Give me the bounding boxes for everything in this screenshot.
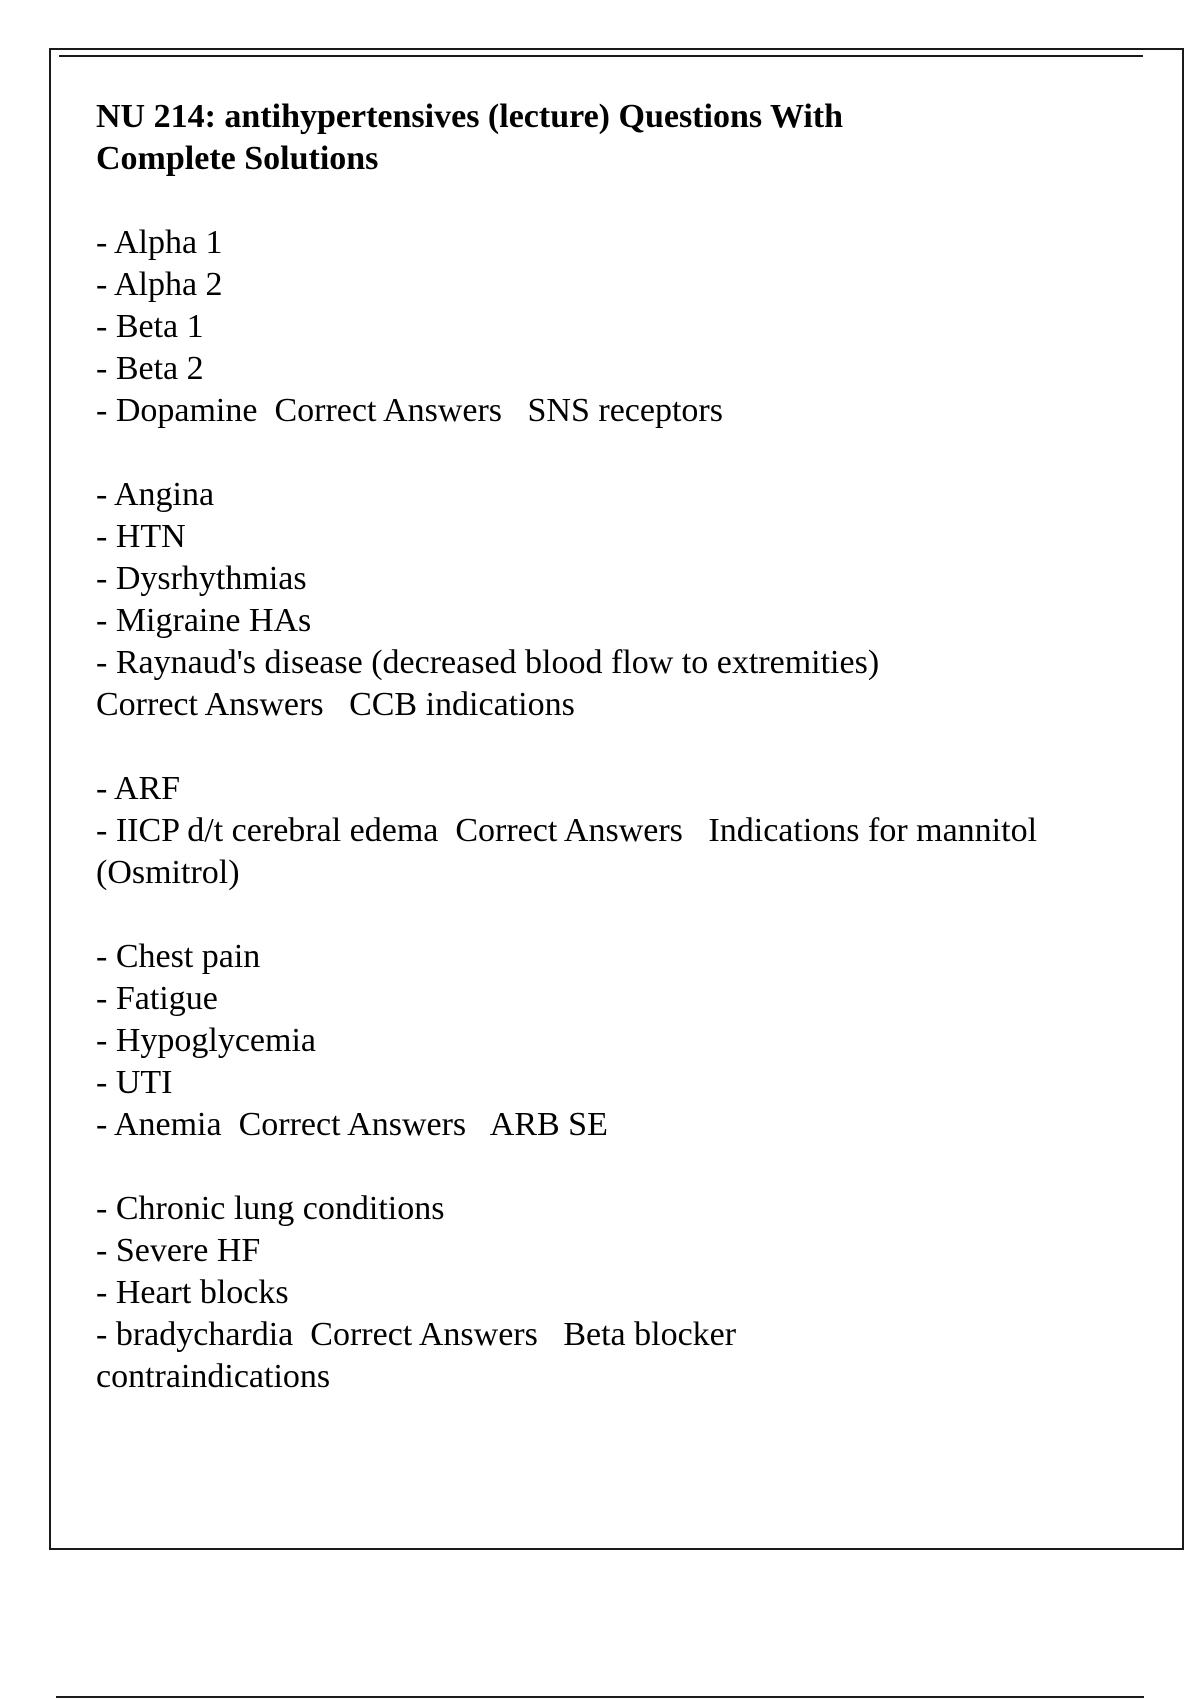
answer-text: SNS receptors <box>527 392 723 429</box>
question-text: - IICP d/t cerebral edema <box>96 812 439 849</box>
document-content <box>96 96 1076 1398</box>
question-line: - HTN <box>96 518 186 555</box>
question-line: - Raynaud's disease (decreased blood flow to extremities) <box>96 644 880 681</box>
qa-item-ccb-indications <box>96 474 1076 726</box>
answer-separator: Correct Answers <box>238 1106 467 1143</box>
qa-item-beta-blocker-contraindications <box>96 1188 1076 1398</box>
question-line: - Severe HF <box>96 1232 261 1269</box>
question-line: - Hypoglycemia <box>96 1022 316 1059</box>
question-text: - Dopamine <box>96 392 258 429</box>
question-line: - Beta 2 <box>96 350 204 387</box>
top-rule <box>59 55 1143 57</box>
question-line: - Migraine HAs <box>96 602 312 639</box>
question-line: - Alpha 2 <box>96 266 223 303</box>
question-line: - Dysrhythmias <box>96 560 307 597</box>
question-line-with-answer <box>96 810 1076 894</box>
answer-text: Indications for mannitol (Osmitrol) <box>96 812 1046 891</box>
question-line: - Beta 1 <box>96 308 204 345</box>
question-line: - Heart blocks <box>96 1274 289 1311</box>
question-line-with-answer <box>96 390 1076 432</box>
answer-text: CCB indications <box>349 686 575 723</box>
question-line: - Fatigue <box>96 980 218 1017</box>
qa-item-sns-receptors <box>96 222 1076 432</box>
answer-text: ARB SE <box>489 1106 608 1143</box>
question-line: - Chronic lung conditions <box>96 1190 445 1227</box>
question-text: - bradychardia <box>96 1316 294 1353</box>
answer-separator: Correct Answers <box>274 392 503 429</box>
qa-item-arb-side-effects <box>96 936 1076 1146</box>
question-line-with-answer <box>96 1314 816 1398</box>
answer-separator: Correct Answers <box>96 686 324 723</box>
document-title: NU 214: antihypertensives (lecture) Questions With Complete Solutions <box>96 98 844 177</box>
answer-separator: Correct Answers <box>455 812 683 849</box>
question-line-with-answer <box>96 1104 1076 1146</box>
question-line: - ARF <box>96 770 181 807</box>
question-line: - Alpha 1 <box>96 224 223 261</box>
question-line: - Chest pain <box>96 938 261 975</box>
question-line: - Angina <box>96 476 215 513</box>
answer-text: Beta blocker contraindications <box>96 1316 745 1395</box>
qa-item-mannitol-indications <box>96 768 1076 894</box>
question-text: - Anemia <box>96 1106 222 1143</box>
bottom-rule <box>56 1696 1144 1698</box>
answer-separator: Correct Answers <box>310 1316 538 1353</box>
answer-line <box>96 684 1076 726</box>
question-line: - UTI <box>96 1064 173 1101</box>
